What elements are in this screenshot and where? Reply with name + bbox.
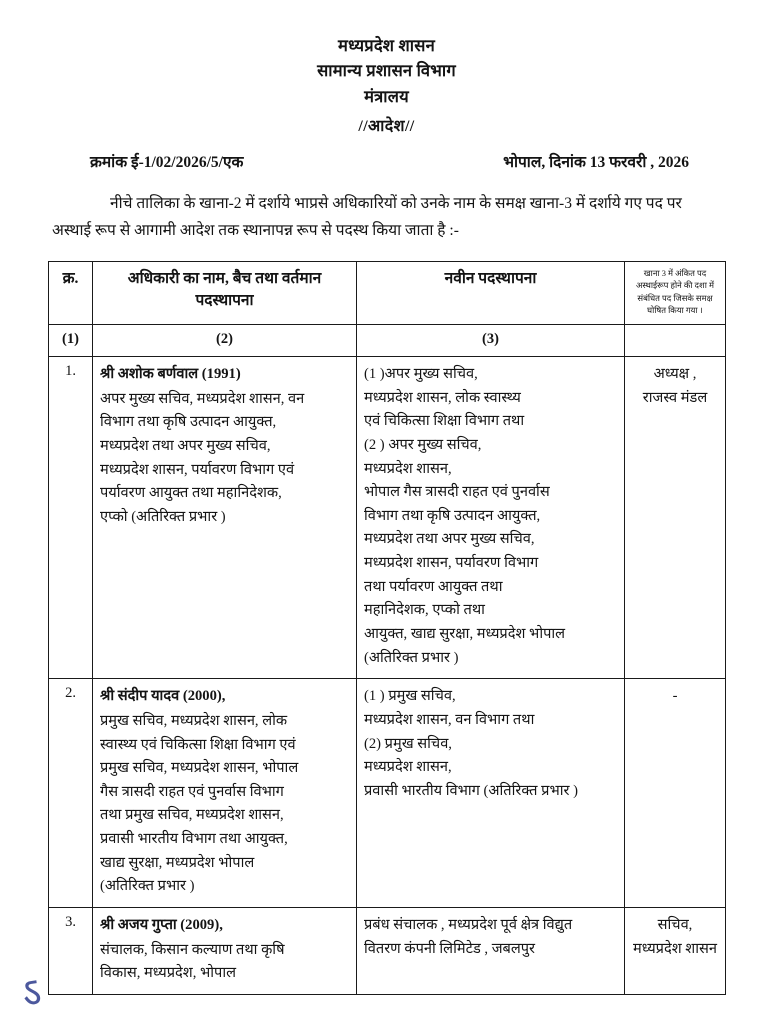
current-posting-line: मध्यप्रदेश तथा अपर मुख्य सचिव, xyxy=(100,437,271,454)
new-posting-line: तथा पर्यावरण आयुक्त तथा xyxy=(364,578,503,595)
posting-table xyxy=(48,261,726,995)
new-posting-line: मध्यप्रदेश शासन, xyxy=(364,460,452,477)
note-line: राजस्व मंडल xyxy=(642,389,708,406)
table-row xyxy=(49,356,726,678)
table-column-number-row xyxy=(49,324,726,356)
note-line: सचिव, xyxy=(657,917,693,934)
new-posting-line: प्रवासी भारतीय विभाग (अतिरिक्त प्रभार ) xyxy=(364,782,578,799)
row-note-cell xyxy=(625,679,726,908)
officer-name: श्री अशोक बर्णवाल (1991) xyxy=(100,365,241,382)
current-posting-line: प्रमुख सचिव, मध्यप्रदेश शासन, लोक xyxy=(100,712,288,729)
header-serial-number: क्र. xyxy=(49,261,93,324)
reference-number: क्रमांक ई-1/02/2026/5/एक xyxy=(90,154,244,172)
row-new-posting-cell xyxy=(357,356,625,678)
intro-paragraph xyxy=(48,190,725,244)
row-officer-name-cell xyxy=(93,908,357,995)
new-posting-line: आयुक्त, खाद्य सुरक्षा, मध्यप्रदेश भोपाल xyxy=(364,626,566,642)
current-posting-line: खाद्य सुरक्षा, मध्यप्रदेश भोपाल xyxy=(100,854,255,871)
new-posting-line: (1 ) प्रमुख सचिव, xyxy=(364,688,456,705)
current-posting-line: तथा प्रमुख सचिव, मध्यप्रदेश शासन, xyxy=(100,807,284,824)
current-posting-line: (अतिरिक्त प्रभार ) xyxy=(100,878,195,895)
current-posting-line: एप्को (अतिरिक्त प्रभार ) xyxy=(100,508,226,525)
table-header-row xyxy=(49,261,726,324)
column-number-3: (3) xyxy=(357,324,625,356)
header-new-posting: नवीन पदस्थापना xyxy=(357,261,625,324)
new-posting-line: मध्यप्रदेश शासन, xyxy=(364,759,452,776)
intro-text: नीचे तालिका के खाना-2 में दर्शाये भाप्रसे अधिकारियों को उनके नाम के समक्ष खाना-3 में दर्शाये गए पद पर अस्थाई रूप से आगामी आदेश तक स्थानापन्न रूप से पदस्थ किया जाता है :- xyxy=(52,195,682,240)
current-posting-line: विकास, मध्यप्रदेश, भोपाल xyxy=(100,965,236,982)
signature-mark: ऽ xyxy=(19,968,45,1018)
place-and-date: भोपाल, दिनांक 13 फरवरी , 2026 xyxy=(503,154,689,172)
header-note: खाना 3 में अंकित पद अस्थाईरूप होने की दशा में संबंधित पद जिसके समक्ष घोषित किया गया । xyxy=(625,261,726,324)
row-serial-number: 1. xyxy=(49,356,93,678)
note-line: अध्यक्ष , xyxy=(653,365,697,382)
row-new-posting-cell xyxy=(357,679,625,908)
document-header xyxy=(48,34,725,108)
row-note-cell xyxy=(625,908,726,995)
reference-row xyxy=(48,150,725,172)
header-officer-name: अधिकारी का नाम, बैच तथा वर्तमान पदस्थापना xyxy=(93,261,357,324)
new-posting-line: मध्यप्रदेश शासन, वन विभाग तथा xyxy=(364,711,535,728)
current-posting-line: प्रवासी भारतीय विभाग तथा आयुक्त, xyxy=(100,831,288,848)
new-posting-line: (2 ) अपर मुख्य सचिव, xyxy=(364,436,482,453)
officer-name: श्री संदीप यादव (2000), xyxy=(100,688,226,705)
current-posting-line: स्वास्थ्य एवं चिकित्सा शिक्षा विभाग एवं xyxy=(100,736,296,753)
new-posting-line: एवं चिकित्सा शिक्षा विभाग तथा xyxy=(364,413,525,430)
column-number-2: (2) xyxy=(93,324,357,356)
new-posting-line: (2) प्रमुख सचिव, xyxy=(364,735,452,752)
new-posting-line: मध्यप्रदेश शासन, लोक स्वास्थ्य xyxy=(364,389,521,406)
column-number-1: (1) xyxy=(49,324,93,356)
current-posting-line: पर्यावरण आयुक्त तथा महानिदेशक, xyxy=(100,485,282,502)
new-posting-line: भोपाल गैस त्रासदी राहत एवं पुनर्वास xyxy=(364,484,550,501)
new-posting-line: महानिदेशक, एप्को तथा xyxy=(364,602,485,619)
header-line-secretariat: मंत्रालय xyxy=(364,86,409,106)
row-serial-number: 3. xyxy=(49,908,93,995)
table-row xyxy=(49,908,726,995)
current-posting-line: गैस त्रासदी राहत एवं पुनर्वास विभाग xyxy=(100,783,284,800)
table-row xyxy=(49,679,726,908)
row-officer-name-cell xyxy=(93,356,357,678)
row-officer-name-cell xyxy=(93,679,357,908)
order-title: //आदेश// xyxy=(358,118,415,136)
current-posting-line: मध्यप्रदेश शासन, पर्यावरण विभाग एवं xyxy=(100,461,295,478)
new-posting-line: विभाग तथा कृषि उत्पादन आयुक्त, xyxy=(364,507,541,524)
row-note-cell xyxy=(625,356,726,678)
new-posting-line: प्रबंध संचालक , मध्यप्रदेश पूर्व क्षेत्र विद्युत xyxy=(364,917,573,934)
officer-name: श्री अजय गुप्ता (2009), xyxy=(100,917,223,934)
row-serial-number: 2. xyxy=(49,679,93,908)
current-posting-line: अपर मुख्य सचिव, मध्यप्रदेश शासन, वन xyxy=(100,390,305,407)
new-posting-line: (1 )अपर मुख्य सचिव, xyxy=(364,365,478,382)
current-posting-line: प्रमुख सचिव, मध्यप्रदेश शासन, भोपाल xyxy=(100,760,299,777)
note-line: मध्यप्रदेश शासन xyxy=(633,940,717,957)
column-number-4 xyxy=(625,324,726,356)
new-posting-line: मध्यप्रदेश तथा अपर मुख्य सचिव, xyxy=(364,531,535,548)
new-posting-line: वितरण कंपनी लिमिटेड , जबलपुर xyxy=(364,940,536,957)
current-posting-line: विभाग तथा कृषि उत्पादन आयुक्त, xyxy=(100,414,277,431)
new-posting-line: मध्यप्रदेश शासन, पर्यावरण विभाग xyxy=(364,555,539,572)
row-new-posting-cell xyxy=(357,908,625,995)
header-line-government: मध्यप्रदेश शासन xyxy=(338,36,435,55)
new-posting-line: (अतिरिक्त प्रभार ) xyxy=(364,649,459,666)
header-line-department: सामान्य प्रशासन विभाग xyxy=(317,61,456,81)
current-posting-line: संचालक, किसान कल्याण तथा कृषि xyxy=(100,941,285,958)
note-line: - xyxy=(672,688,678,705)
